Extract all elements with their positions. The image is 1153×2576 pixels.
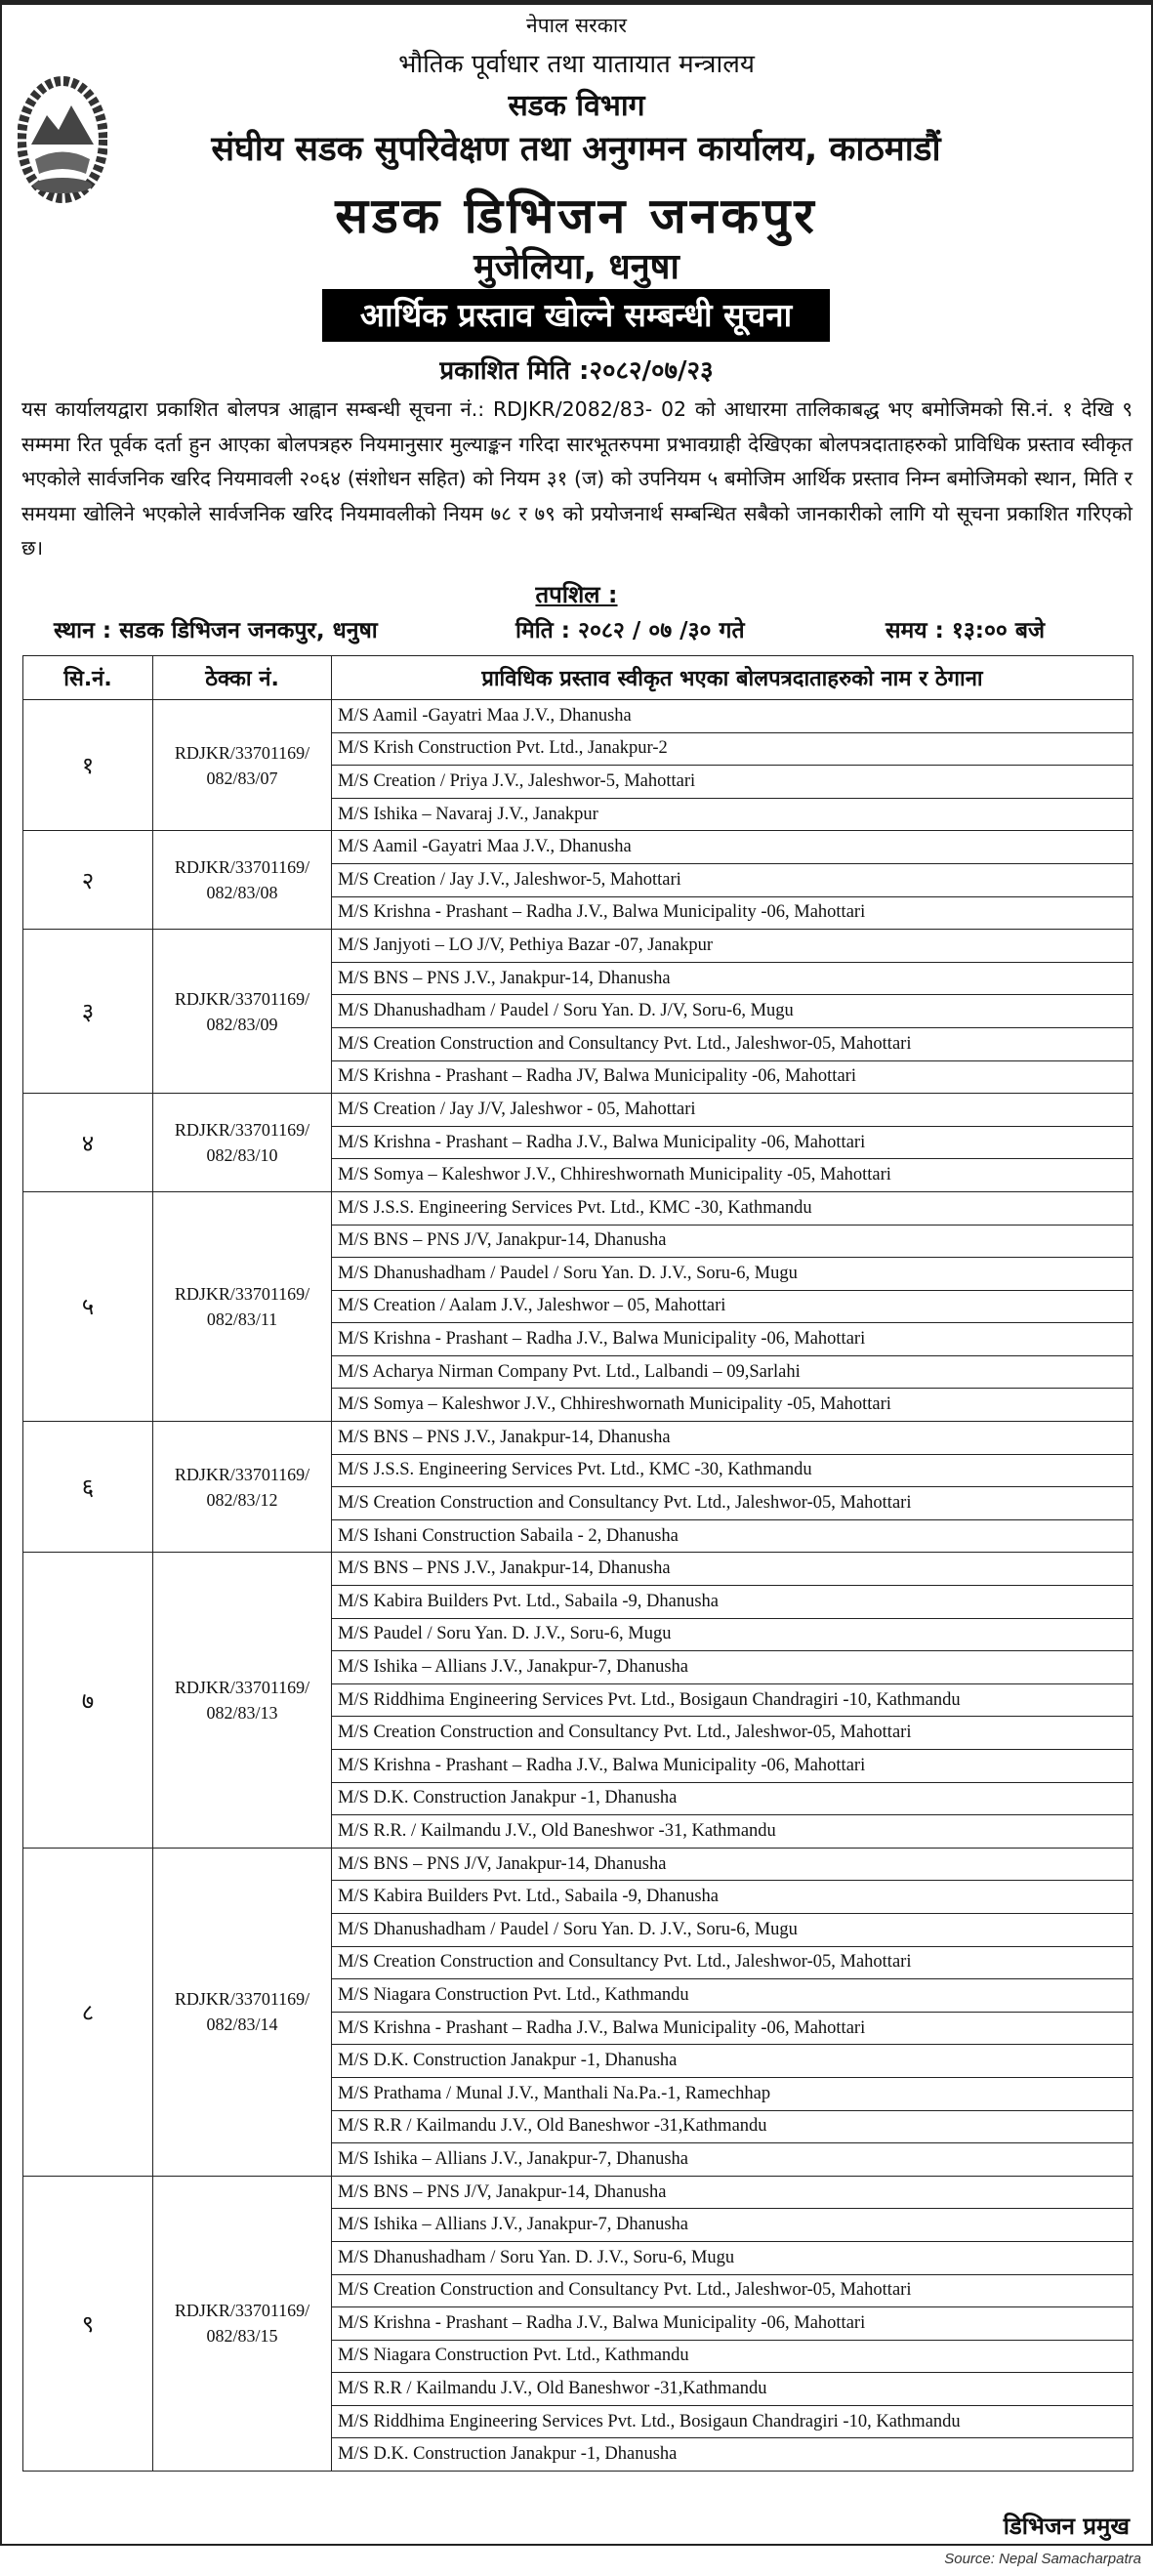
bidder-name: M/S D.K. Construction Janakpur -1, Dhanusha <box>332 2045 1133 2078</box>
bidder-name: M/S Niagara Construction Pvt. Ltd., Kathmandu <box>332 2340 1133 2373</box>
table-row <box>23 1848 1133 1881</box>
bidder-name: M/S Dhanushadham / Soru Yan. D. J.V., Soru-6, Mugu <box>332 2241 1133 2274</box>
bidder-name: M/S Paudel / Soru Yan. D. J.V., Soru-6, Mugu <box>332 1618 1133 1651</box>
table-row <box>23 831 1133 864</box>
division-location: मुजेलिया, धनुषा <box>474 247 679 287</box>
bidder-name: M/S Creation / Priya J.V., Jaleshwor-5, Mahottari <box>332 766 1133 799</box>
contract-number: RDJKR/33701169/ 082/83/14 <box>153 1848 332 2176</box>
header-contract: ठेक्का नं. <box>153 656 332 700</box>
bidder-name: M/S BNS – PNS J.V., Janakpur-14, Dhanusha <box>332 962 1133 995</box>
bidder-name: M/S Dhanushadham / Paudel / Soru Yan. D. J.V., Soru-6, Mugu <box>332 1258 1133 1291</box>
notice-paragraph: यस कार्यालयद्वारा प्रकाशित बोलपत्र आह्वान सम्बन्धी सूचना नं.: RDJKR/2082/83- 02 को आधारमा तालिकाबद्ध भए बमोजिमको सि.नं. १ देखि ९ सम्ममा रित पूर्वक दर्ता हुन आएका बोलपत्रहरु नियमानुसार मुल्याङ्कन गरिदा सारभूतरुपमा प्रभावग्राही देखिएका बोलपत्रदाताहरुको प्राविधिक प्रस्ताव स्वीकृत भएकोले सार्वजनिक खरिद नियमावली २०६४ (संशोधन सहित) को नियम ३१ (ज) को उपनियम ५ बमोजिम आर्थिक प्रस्ताव निम्न बमोजिमको स्थान, मिति र समयमा खोलिने भएकोले सार्वजनिक खरिद नियमावलीको नियम ७८ र ७९ को प्रयोजनार्थ सम्बन्धित सबैको जानकारीको लागि यो सूचना प्रकाशित गरिएको छ। <box>21 397 1132 560</box>
bidder-name: M/S R.R. / Kailmandu J.V., Old Baneshwor -31, Kathmandu <box>332 1815 1133 1849</box>
department-name: सडक विभाग <box>508 89 645 123</box>
bidder-name: M/S Prathama / Munal J.V., Manthali Na.Pa.-1, Ramechhap <box>332 2077 1133 2110</box>
bidder-name: M/S Creation / Aalam J.V., Jaleshwor – 05, Mahottari <box>332 1290 1133 1323</box>
bidder-name: M/S Ishika – Allians J.V., Janakpur-7, Dhanusha <box>332 2209 1133 2242</box>
table-row <box>23 2176 1133 2209</box>
bidder-name: M/S J.S.S. Engineering Services Pvt. Ltd., KMC -30, Kathmandu <box>332 1454 1133 1487</box>
bidder-name: M/S J.S.S. Engineering Services Pvt. Ltd., KMC -30, Kathmandu <box>332 1191 1133 1225</box>
bidder-name: M/S BNS – PNS J/V, Janakpur-14, Dhanusha <box>332 1848 1133 1881</box>
bidder-name: M/S R.R / Kailmandu J.V., Old Baneshwor -31,Kathmandu <box>332 2110 1133 2143</box>
bidder-name: M/S R.R / Kailmandu J.V., Old Baneshwor -31,Kathmandu <box>332 2373 1133 2406</box>
contract-number: RDJKR/33701169/ 082/83/08 <box>153 831 332 930</box>
bidder-name: M/S Ishika – Allians J.V., Janakpur-7, Dhanusha <box>332 2143 1133 2177</box>
serial-number: ८ <box>23 1848 153 2176</box>
bidder-name: M/S D.K. Construction Janakpur -1, Dhanusha <box>332 2438 1133 2472</box>
table-row <box>23 1191 1133 1225</box>
serial-number: १ <box>23 700 153 831</box>
serial-number: ३ <box>23 930 153 1094</box>
bidder-name: M/S Dhanushadham / Paudel / Soru Yan. D. J.V., Soru-6, Mugu <box>332 1913 1133 1946</box>
opening-time: समय : १३:०० बजे <box>885 618 1046 644</box>
bidder-name: M/S Creation Construction and Consultancy Pvt. Ltd., Jaleshwor-05, Mahottari <box>332 2274 1133 2307</box>
bidder-name: M/S Aamil -Gayatri Maa J.V., Dhanusha <box>332 831 1133 864</box>
signatory: डिभिजन प्रमुख <box>1003 2513 1130 2540</box>
bidder-name: M/S Krishna - Prashant – Radha J.V., Balwa Municipality -06, Mahottari <box>332 1750 1133 1783</box>
government-name: नेपाल सरकार <box>526 14 627 37</box>
bidder-name: M/S Creation Construction and Consultancy Pvt. Ltd., Jaleshwor-05, Mahottari <box>332 1027 1133 1060</box>
bidder-name: M/S BNS – PNS J.V., Janakpur-14, Dhanusha <box>332 1422 1133 1455</box>
bidder-name: M/S BNS – PNS J/V, Janakpur-14, Dhanusha <box>332 1225 1133 1258</box>
bidder-name: M/S Krishna - Prashant – Radha J.V., Balwa Municipality -06, Mahottari <box>332 2307 1133 2341</box>
ministry-name: भौतिक पूर्वाधार तथा यातायात मन्त्रालय <box>398 50 755 79</box>
contract-number: RDJKR/33701169/ 082/83/13 <box>153 1553 332 1848</box>
contract-number: RDJKR/33701169/ 082/83/15 <box>153 2176 332 2471</box>
header-bidders: प्राविधिक प्रस्ताव स्वीकृत भएका बोलपत्रदाताहरुको नाम र ठेगाना <box>332 656 1133 700</box>
serial-number: ४ <box>23 1094 153 1192</box>
division-name: सडक डिभिजन जनकपुर <box>335 187 818 244</box>
table-row <box>23 930 1133 963</box>
table-row <box>23 700 1133 733</box>
published-date: प्रकाशित मिति :२०८२/०७/२३ <box>439 356 714 386</box>
table-header-row <box>23 656 1133 700</box>
table-row <box>23 1422 1133 1455</box>
office-name: संघीय सडक सुपरिवेक्षण तथा अनुगमन कार्यालय, काठमाडौं <box>211 130 941 169</box>
contract-number: RDJKR/33701169/ 082/83/12 <box>153 1422 332 1553</box>
bidder-name: M/S Krishna - Prashant – Radha J.V., Balwa Municipality -06, Mahottari <box>332 1323 1133 1356</box>
bidder-name: M/S Riddhima Engineering Services Pvt. Ltd., Bosigaun Chandragiri -10, Kathmandu <box>332 1683 1133 1717</box>
bidder-name: M/S Krishna - Prashant – Radha J.V., Balwa Municipality -06, Mahottari <box>332 896 1133 930</box>
bidder-name: M/S Kabira Builders Pvt. Ltd., Sabaila -9, Dhanusha <box>332 1881 1133 1914</box>
bidder-name: M/S Somya – Kaleshwor J.V., Chhireshwornath Municipality -05, Mahottari <box>332 1159 1133 1192</box>
bidder-name: M/S Krishna - Prashant – Radha J.V., Balwa Municipality -06, Mahottari <box>332 2012 1133 2045</box>
bidder-name: M/S Creation Construction and Consultancy Pvt. Ltd., Jaleshwor-05, Mahottari <box>332 1487 1133 1520</box>
bidder-name: M/S Creation Construction and Consultancy Pvt. Ltd., Jaleshwor-05, Mahottari <box>332 1946 1133 1979</box>
bidder-name: M/S Creation / Jay J/V, Jaleshwor - 05, Mahottari <box>332 1094 1133 1127</box>
bidder-name: M/S Krishna - Prashant – Radha JV, Balwa Municipality -06, Mahottari <box>332 1060 1133 1094</box>
serial-number: ९ <box>23 2176 153 2471</box>
bidder-name: M/S Ishika – Allians J.V., Janakpur-7, Dhanusha <box>332 1651 1133 1684</box>
bidder-name: M/S Dhanushadham / Paudel / Soru Yan. D. J/V, Soru-6, Mugu <box>332 995 1133 1028</box>
serial-number: ५ <box>23 1191 153 1421</box>
details-heading: तपशिल : <box>535 581 618 608</box>
bidder-name: M/S BNS – PNS J.V., Janakpur-14, Dhanusha <box>332 1553 1133 1586</box>
bidder-name: M/S Creation / Jay J.V., Jaleshwor-5, Mahottari <box>332 863 1133 896</box>
bidder-name: M/S Riddhima Engineering Services Pvt. Ltd., Bosigaun Chandragiri -10, Kathmandu <box>332 2405 1133 2438</box>
bidder-name: M/S Creation Construction and Consultancy Pvt. Ltd., Jaleshwor-05, Mahottari <box>332 1717 1133 1750</box>
source-credit: Source: Nepal Samacharpatra <box>944 2551 1141 2567</box>
opening-date: मिति : २०८२ / ०७ /३० गते <box>515 618 745 644</box>
venue: स्थान : सडक डिभिजन जनकपुर, धनुषा <box>54 618 378 644</box>
bidder-name: M/S Kabira Builders Pvt. Ltd., Sabaila -9, Dhanusha <box>332 1586 1133 1619</box>
contract-number: RDJKR/33701169/ 082/83/10 <box>153 1094 332 1192</box>
contract-number: RDJKR/33701169/ 082/83/09 <box>153 930 332 1094</box>
bidder-name: M/S Krish Construction Pvt. Ltd., Janakpur-2 <box>332 732 1133 766</box>
bidder-name: M/S Krishna - Prashant – Radha J.V., Balwa Municipality -06, Mahottari <box>332 1126 1133 1159</box>
bidder-name: M/S Ishika – Navaraj J.V., Janakpur <box>332 798 1133 831</box>
bidder-name: M/S Somya – Kaleshwor J.V., Chhireshwornath Municipality -05, Mahottari <box>332 1389 1133 1422</box>
notice-title: आर्थिक प्रस्ताव खोल्ने सम्बन्धी सूचना <box>322 289 830 342</box>
bidder-name: M/S Ishani Construction Sabaila - 2, Dhanusha <box>332 1519 1133 1553</box>
table-row <box>23 1094 1133 1127</box>
header-serial: सि.नं. <box>23 656 153 700</box>
contract-number: RDJKR/33701169/ 082/83/07 <box>153 700 332 831</box>
bidders-table <box>22 655 1133 2472</box>
serial-number: ६ <box>23 1422 153 1553</box>
bidder-name: M/S BNS – PNS J/V, Janakpur-14, Dhanusha <box>332 2176 1133 2209</box>
serial-number: २ <box>23 831 153 930</box>
bidder-name: M/S D.K. Construction Janakpur -1, Dhanusha <box>332 1782 1133 1815</box>
bidder-name: M/S Janjyoti – LO J/V, Pethiya Bazar -07, Janakpur <box>332 930 1133 963</box>
bidder-name: M/S Aamil -Gayatri Maa J.V., Dhanusha <box>332 700 1133 733</box>
serial-number: ७ <box>23 1553 153 1848</box>
bidder-name: M/S Acharya Nirman Company Pvt. Ltd., Lalbandi – 09,Sarlahi <box>332 1355 1133 1389</box>
contract-number: RDJKR/33701169/ 082/83/11 <box>153 1191 332 1421</box>
bidder-name: M/S Niagara Construction Pvt. Ltd., Kathmandu <box>332 1979 1133 2013</box>
table-row <box>23 1553 1133 1586</box>
